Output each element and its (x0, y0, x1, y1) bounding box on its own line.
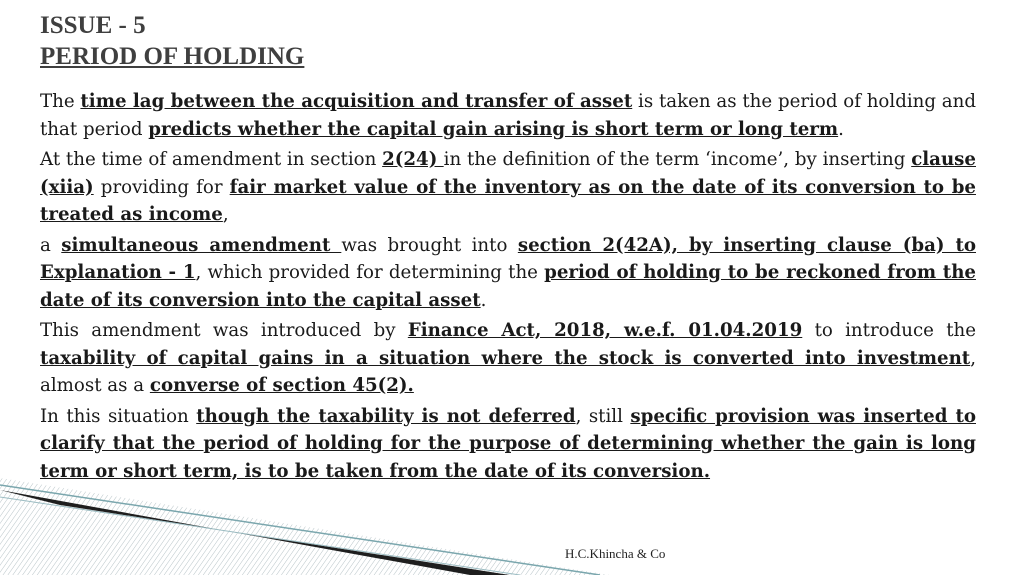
emphasized-text: taxability of capital gains in a situation where the stock is converted into investment (40, 347, 971, 369)
paragraph-text: , which provided for determining the (195, 262, 545, 283)
paragraph-text: providing for (93, 176, 230, 198)
emphasized-text: period of holding to be reckoned from the date of its conversion into the capital asset (40, 262, 976, 311)
body-paragraph (40, 232, 976, 315)
body-paragraph (40, 146, 976, 229)
slide-title (40, 10, 304, 72)
footer-firm-name: H.C.Khincha & Co (565, 546, 666, 561)
body-paragraph (40, 317, 976, 400)
paragraph-text: At the time of amendment in section (40, 149, 383, 170)
emphasized-text: 2(24) (382, 149, 444, 170)
emphasized-text: specific provision was inserted to clarify that the period of holding for the purpose of determining whether the gain is long term or short term, is to be taken from the date of its conversion. (40, 405, 976, 482)
emphasized-text: converse of section 45(2). (149, 375, 414, 396)
hatched-corner-shape (0, 478, 610, 575)
paragraph-text: , still (575, 405, 631, 427)
paragraph-text: This amendment was introduced by (40, 320, 408, 341)
paragraph-text: is taken as the period of holding and that period (40, 91, 977, 140)
emphasized-text: though the taxability is not deferred (196, 405, 576, 427)
emphasized-text: Finance Act, 2018, w.e.f. 01.04.2019 (407, 320, 803, 341)
emphasized-text: clause (xiia) (40, 149, 976, 198)
paragraph-text: was brought into (341, 234, 518, 256)
body-paragraph (40, 403, 976, 486)
emphasized-text: fair market value of the inventory as on the date of its conversion to be treated as income (40, 176, 976, 225)
issue-heading: PERIOD OF HOLDING (40, 43, 305, 70)
paragraph-text: The (40, 91, 81, 112)
paragraph-text: . (838, 118, 844, 140)
emphasized-text: predicts whether the capital gain arising is short term or long term (148, 118, 839, 140)
issue-number: ISSUE - 5 (40, 12, 146, 39)
emphasized-text: section 2(42A), by inserting clause (ba) to Explanation - 1 (40, 234, 976, 283)
emphasized-text: time lag between the acquisition and transfer of asset (80, 91, 633, 112)
paragraph-text: , almost as a (40, 347, 976, 396)
paragraph-text: a (40, 234, 62, 256)
paragraph-text: , (222, 204, 229, 225)
paragraph-text: . (480, 289, 487, 311)
emphasized-text: simultaneous amendment (61, 234, 342, 256)
body-paragraph (40, 88, 976, 143)
paragraph-text: In this situation (40, 405, 197, 427)
paragraph-text: in the definition of the term ‘income’, by inserting (443, 149, 912, 170)
paragraph-text: to introduce the (802, 320, 976, 341)
slide-body (40, 88, 976, 488)
